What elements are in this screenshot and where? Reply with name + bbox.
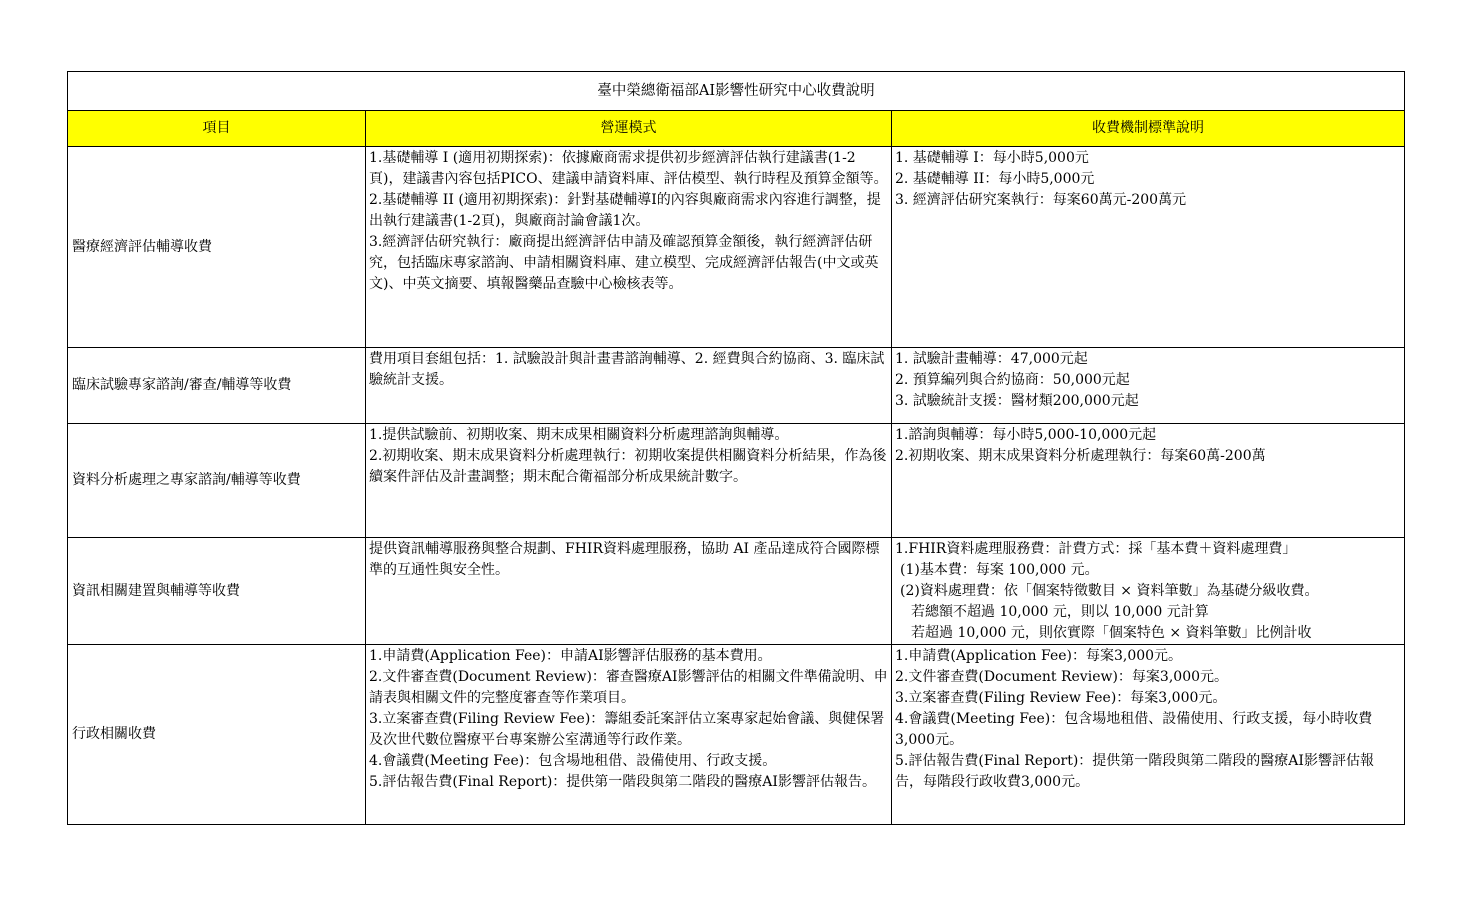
header-row: [68, 111, 1405, 147]
table-row: [68, 645, 1405, 825]
row-fee: [892, 645, 1405, 825]
header-fee: 收費機制標準說明: [892, 111, 1405, 147]
row-item: 資訊相關建置與輔導等收費: [68, 538, 366, 645]
header-mode: 營運模式: [366, 111, 892, 147]
mode-line: 2.基礎輔導 II (適用初期探索)：針對基礎輔導I的內容與廠商需求內容進行調整，提出執行建議書(1-2頁)，與廠商討論會議1次。: [369, 192, 881, 229]
fee-line: 1.諮詢與輔導：每小時5,000-10,000元起: [895, 427, 1157, 443]
fee-line: 1. 試驗計畫輔導：47,000元起: [895, 351, 1088, 367]
row-fee: [892, 424, 1405, 538]
row-mode: [366, 645, 892, 825]
row-item: 醫療經濟評估輔導收費: [68, 147, 366, 348]
table-title: 臺中榮總衛福部AI影響性研究中心收費說明: [68, 72, 1405, 111]
mode-line: 2.初期收案、期末成果資料分析處理執行：初期收案提供相關資料分析結果，作為後續案件評估及計畫調整；期末配合衛福部分析成果統計數字。: [369, 448, 887, 485]
mode-line: 2.文件審查費(Document Review)：審查醫療AI影響評估的相關文件準備說明、申請表與相關文件的完整度審查等作業項目。: [369, 669, 888, 706]
fee-line: 若總額不超過 10,000 元，則以 10,000 元計算: [911, 604, 1209, 620]
row-fee: [892, 348, 1405, 424]
fee-line: 3.立案審查費(Filing Review Fee)：每案3,000元。: [895, 690, 1227, 706]
mode-line: 3.立案審查費(Filing Review Fee)：籌組委託案評估立案專家起始會議、與健保署及次世代數位醫療平台專案辦公室溝通等行政作業。: [369, 711, 885, 748]
table-row: [68, 424, 1405, 538]
row-mode: [366, 424, 892, 538]
fee-line: 3. 試驗統計支援：醫材類200,000元起: [895, 393, 1139, 409]
fee-line: 2.初期收案、期末成果資料分析處理執行：每案60萬-200萬: [895, 448, 1266, 464]
table-row: [68, 538, 1405, 645]
fee-line: 1. 基礎輔導 I：每小時5,000元: [895, 150, 1089, 166]
table-row: [68, 348, 1405, 424]
mode-line: 1.申請費(Application Fee)：申請AI影響評估服務的基本費用。: [369, 648, 772, 664]
fee-line: 2.文件審查費(Document Review)：每案3,000元。: [895, 669, 1229, 685]
mode-line: 1.提供試驗前、初期收案、期末成果相關資料分析處理諮詢與輔導。: [369, 427, 789, 443]
row-item: 臨床試驗專家諮詢/審查/輔導等收費: [68, 348, 366, 424]
row-item: 資料分析處理之專家諮詢/輔導等收費: [68, 424, 366, 538]
mode-line: 5.評估報告費(Final Report)：提供第一階段與第二階段的醫療AI影響評估報告。: [369, 774, 876, 790]
fee-line: (2)資料處理費：依「個案特徵數目 × 資料筆數」為基礎分級收費。: [900, 583, 1319, 599]
mode-line: 1.基礎輔導 I (適用初期探索)：依據廠商需求提供初步經濟評估執行建議書(1-2頁)，建議書內容包括PICO、建議申請資料庫、評估模型、執行時程及預算金額等。: [369, 150, 888, 187]
fee-line: (1)基本費：每案 100,000 元。: [900, 562, 1099, 578]
fee-line: 若超過 10,000 元，則依實際「個案特色 × 資料筆數」比例計收: [911, 625, 1312, 641]
fee-line: 3. 經濟評估研究案執行：每案60萬元-200萬元: [895, 192, 1187, 208]
table-row: [68, 147, 1405, 348]
mode-line: 4.會議費(Meeting Fee)：包含場地租借、設備使用、行政支援。: [369, 753, 777, 769]
header-item: 項目: [68, 111, 366, 147]
row-mode: [366, 147, 892, 348]
mode-line: 提供資訊輔導服務與整合規劃、FHIR資料處理服務，協助 AI 產品達成符合國際標準的互通性與安全性。: [369, 541, 880, 578]
row-item: 行政相關收費: [68, 645, 366, 825]
row-mode: [366, 538, 892, 645]
fee-line: 1.申請費(Application Fee)：每案3,000元。: [895, 648, 1183, 664]
fee-line: 5.評估報告費(Final Report)：提供第一階段與第二階段的醫療AI影響評估報告，每階段行政收費3,000元。: [895, 753, 1374, 790]
mode-line: 費用項目套組包括：1. 試驗設計與計畫書諮詢輔導、2. 經費與合約協商、3. 臨床試驗統計支援。: [369, 351, 885, 388]
fee-line: 2. 預算編列與合約協商：50,000元起: [895, 372, 1130, 388]
row-fee: [892, 147, 1405, 348]
row-mode: [366, 348, 892, 424]
row-fee: [892, 538, 1405, 645]
fee-table: [67, 71, 1405, 825]
mode-line: 3.經濟評估研究執行：廠商提出經濟評估申請及確認預算金額後，執行經濟評估研究，包括臨床專家諮詢、申請相關資料庫、建立模型、完成經濟評估報告(中文或英文)、中英文摘要、填報醫藥品查驗中心檢核表等。: [369, 234, 879, 292]
fee-line: 4.會議費(Meeting Fee)：包含場地租借、設備使用、行政支援，每小時收費3,000元。: [895, 711, 1373, 748]
fee-line: 1.FHIR資料處理服務費：計費方式：採「基本費＋資料處理費」: [895, 541, 1297, 557]
fee-line: 2. 基礎輔導 II：每小時5,000元: [895, 171, 1095, 187]
